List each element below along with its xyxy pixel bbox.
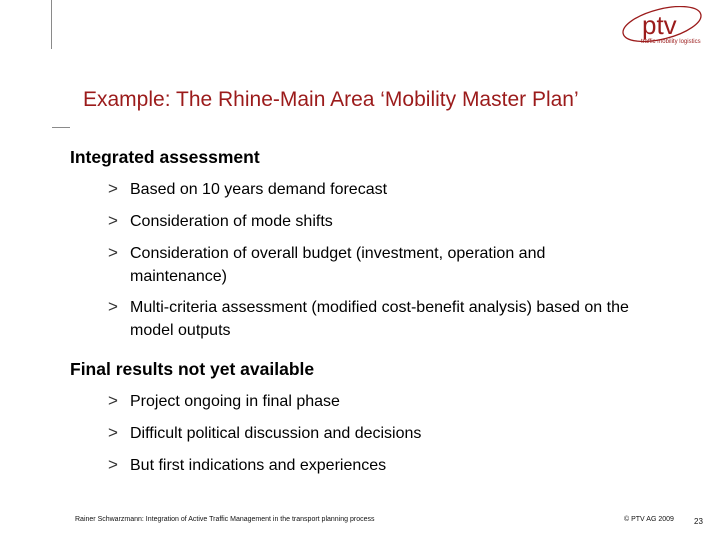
top-divider-line <box>51 0 52 49</box>
bullet-text: Based on 10 years demand forecast <box>130 181 388 198</box>
bullet-text: Difficult political discussion and decisions <box>130 425 422 442</box>
bullet-text: But first indications and experiences <box>130 457 387 474</box>
svg-text:ptv: ptv <box>642 10 677 40</box>
bullet-marker-icon: > <box>108 211 118 230</box>
bullet-text: Multi-criteria assessment (modified cost-benefit analysis) based on the model outputs <box>130 299 629 339</box>
bullet-marker-icon: > <box>108 391 118 410</box>
bullet-text: Consideration of overall budget (investment, operation and maintenance) <box>130 245 546 285</box>
bullet-marker-icon: > <box>108 243 118 262</box>
ptv-logo <box>618 6 714 54</box>
section-heading-final-results: Final results not yet available <box>70 359 315 379</box>
bullet-marker-icon: > <box>108 179 118 198</box>
slide-title: Example: The Rhine-Main Area ‘Mobility Master Plan’ <box>83 88 579 111</box>
logo-tagline: traffic mobility logistics <box>641 39 701 45</box>
section-heading-integrated-assessment: Integrated assessment <box>70 147 260 167</box>
bullet-marker-icon: > <box>108 455 118 474</box>
bullet-text: Project ongoing in final phase <box>130 393 340 410</box>
page-number: 23 <box>694 517 703 526</box>
bullet-marker-icon: > <box>108 297 118 316</box>
footer-copyright: © PTV AG 2009 <box>624 516 674 523</box>
title-divider-line <box>52 127 70 128</box>
bullet-marker-icon: > <box>108 423 118 442</box>
footer-author-title: Rainer Schwarzmann: Integration of Active Traffic Management in the transport planning process <box>75 516 375 523</box>
bullet-text: Consideration of mode shifts <box>130 213 333 230</box>
